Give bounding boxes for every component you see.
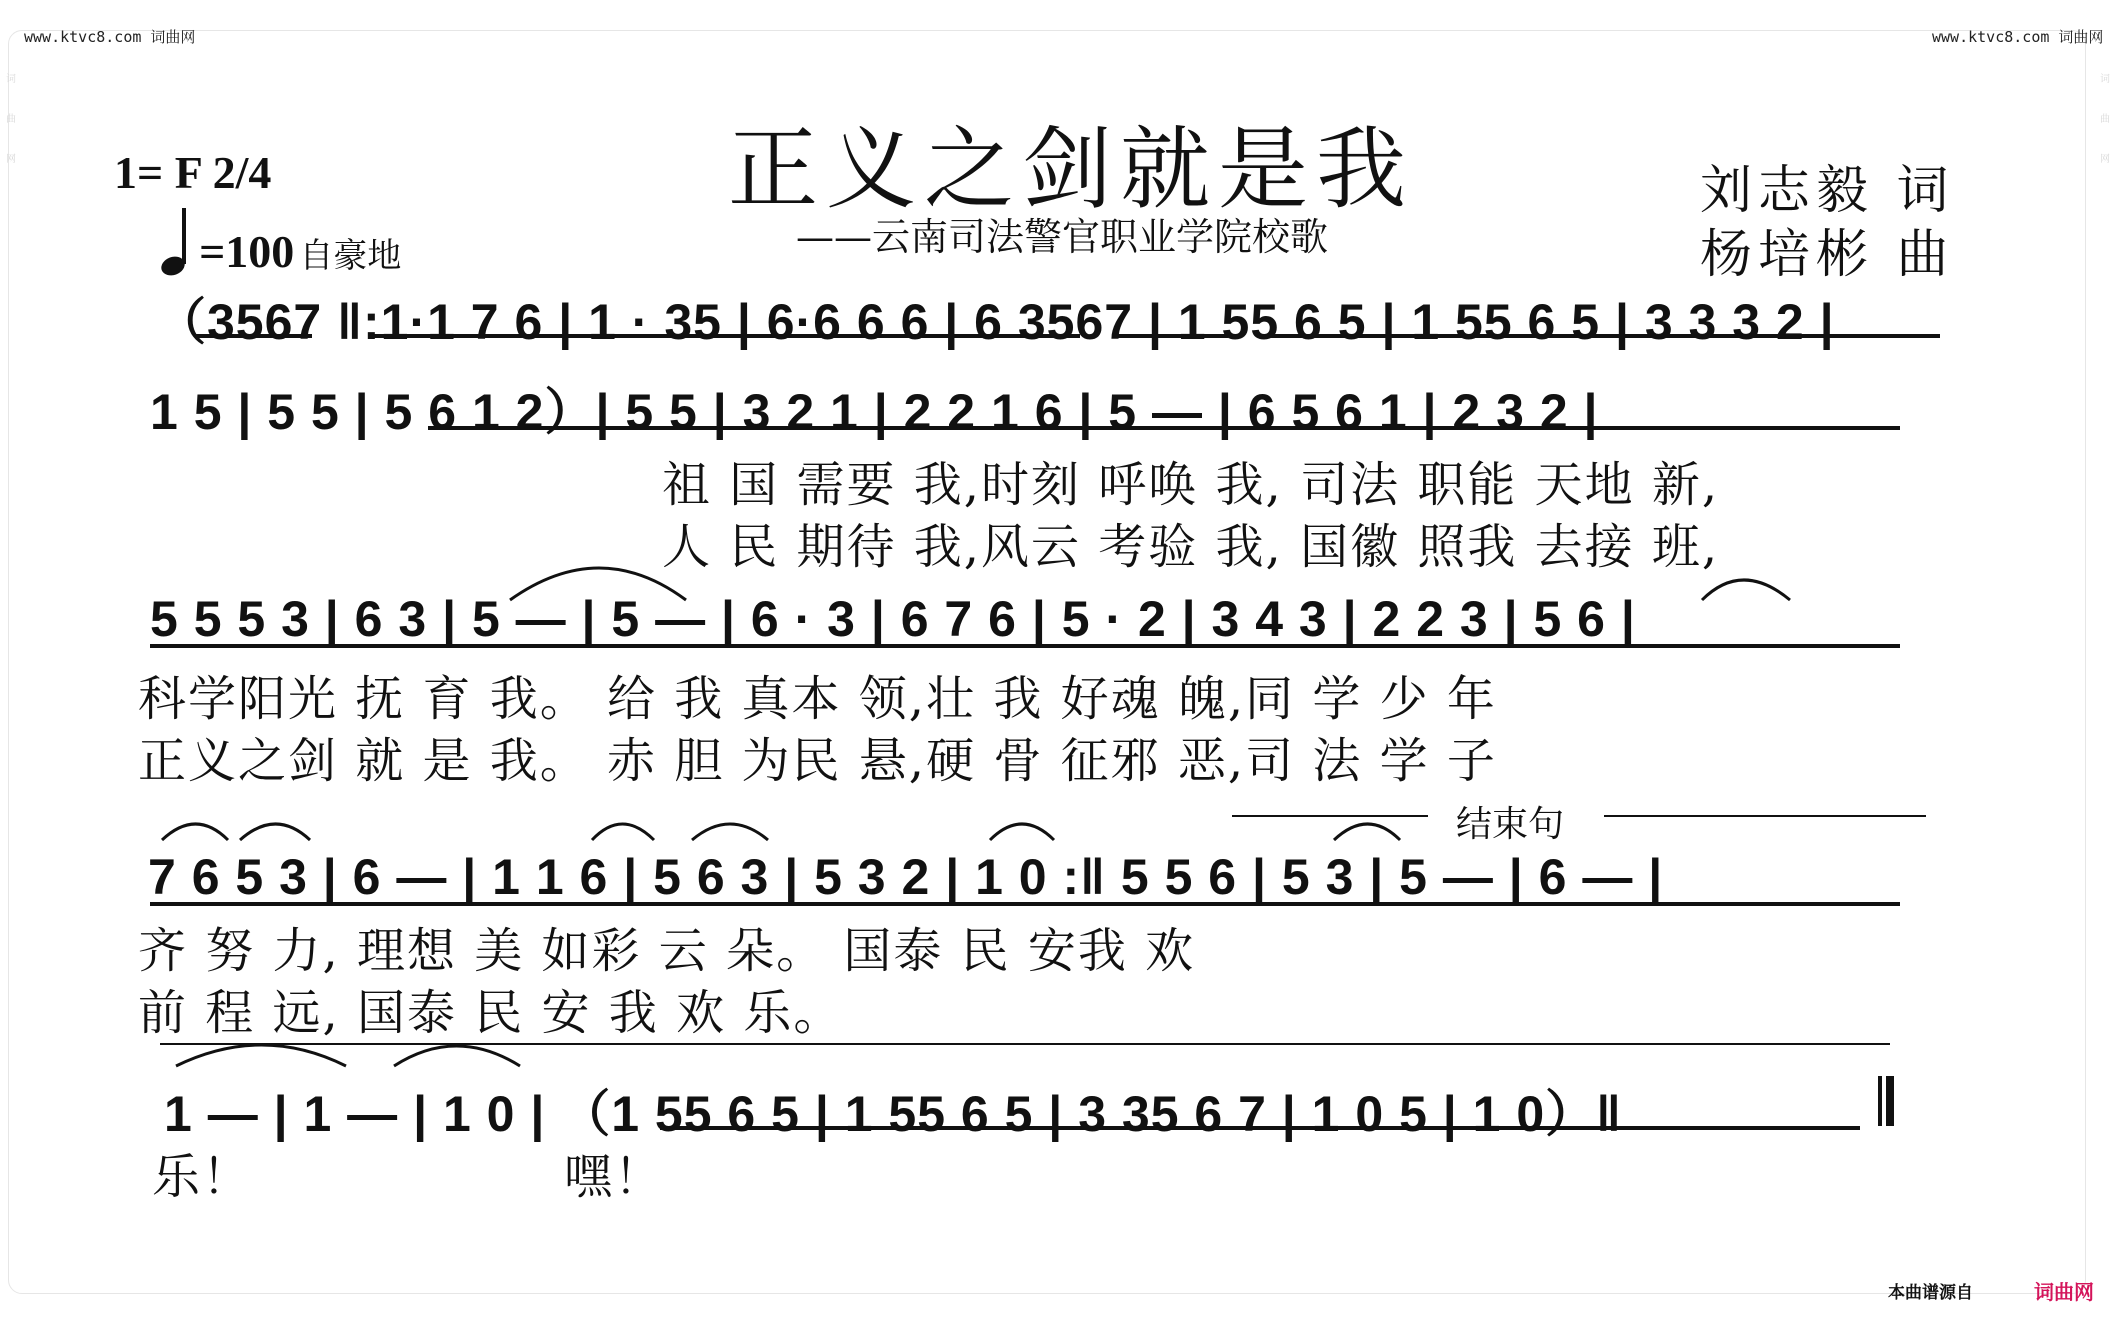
tempo-value: =100 bbox=[199, 226, 295, 277]
slur-line4-a bbox=[162, 824, 228, 840]
song-title: 正义之剑就是我 bbox=[728, 117, 1414, 222]
song-subtitle: ——云南司法警官职业学院校歌 bbox=[796, 215, 1329, 259]
watermark-left[interactable]: www.ktvc8.com 词曲网 bbox=[24, 28, 196, 46]
lyrics-line-5-a: 乐！ bbox=[152, 1149, 253, 1205]
slur-line4-b bbox=[240, 824, 310, 840]
slur-line4-d bbox=[692, 824, 768, 840]
lyrics-line-3-verse-2: 正义之剑 就 是 我。 赤 胆 为民 悬,硬 骨 征邪 恶,司 法 学 子 bbox=[138, 733, 1497, 789]
key-signature: 1= F 2/4 bbox=[114, 147, 272, 198]
score-line-2: 1 5 | 5 5 | 5 6 1 2）| 5 5 | 3 2 1 | 2 2 1 6 | 5 — | 6 5 6 1 | 2 3 2 | bbox=[150, 384, 1599, 440]
composer: 杨培彬 曲 bbox=[1700, 225, 1955, 285]
side-watermark-left: 词曲网 bbox=[6, 74, 16, 165]
mood-marking: 自豪地 bbox=[299, 236, 402, 276]
lyrics-line-2-verse-2: 人 民 期待 我,风云 考验 我, 国徽 照我 去接 班, bbox=[662, 519, 1720, 575]
lyrics-line-4-verse-2: 前 程 远, 国泰 民 安 我 欢 乐。 bbox=[138, 985, 844, 1041]
score-line-5: 1 — | 1 — | 1 0 | （1 55 6 5 | 1 55 6 5 | 3 35 6 7 | 1 0 5 | 1 0）‖ bbox=[164, 1086, 1623, 1142]
tie-line5-a bbox=[176, 1045, 346, 1066]
footer-source: 本曲谱源自 bbox=[1888, 1283, 1973, 1303]
lyrics-line-5-b: 嘿！ bbox=[564, 1149, 665, 1205]
watermark-right[interactable]: www.ktvc8.com 词曲网 bbox=[1932, 28, 2104, 46]
tie-line3-b bbox=[1702, 580, 1790, 600]
slur-line4-c bbox=[592, 824, 654, 840]
slur-line4-e bbox=[990, 824, 1054, 840]
lyrics-line-2-verse-1: 祖 国 需要 我,时刻 呼唤 我, 司法 职能 天地 新, bbox=[662, 457, 1720, 513]
score-line-3: 5 5 5 3 | 6 3 | 5 — | 5 — | 6 · 3 | 6 7 6 | 5 · 2 | 3 4 3 | 2 2 3 | 5 6 | bbox=[150, 591, 1636, 647]
tie-line5-b bbox=[394, 1046, 520, 1066]
footer-site-link[interactable]: 词曲网 bbox=[2034, 1280, 2094, 1304]
score-line-4: 7 6 5 3 | 6 — | 1 1 6 | 5 6 3 | 5 3 2 | 1 0 :‖ 5 5 6 | 5 3 | 5 — | 6 — | bbox=[148, 849, 1664, 905]
side-watermark-right: 词曲网 bbox=[2100, 74, 2110, 165]
ending-label: 结束句 bbox=[1456, 804, 1565, 845]
lyricist: 刘志毅 词 bbox=[1700, 161, 1955, 221]
lyrics-line-3-verse-1: 科学阳光 抚 育 我。 给 我 真本 领,壮 我 好魂 魄,同 学 少 年 bbox=[138, 671, 1497, 727]
slur-line4-f bbox=[1334, 824, 1400, 840]
score-line-1: （3567 ‖:1·1 7 6 | 1 · 35 | 6·6 6 6 | 6 3567 | 1 55 6 5 | 1 55 6 5 | 3 3 3 2 | bbox=[156, 294, 1835, 350]
tie-line3 bbox=[510, 568, 686, 600]
lyrics-line-4-verse-1: 齐 努 力, 理想 美 如彩 云 朵。 国泰 民 安我 欢 bbox=[138, 923, 1196, 979]
